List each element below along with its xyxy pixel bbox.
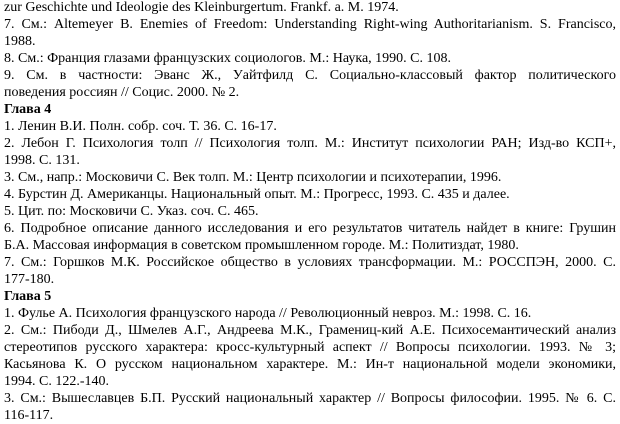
text-line: 4. Бурстин Д. Американцы. Национальный опыт. М.: Прогресс, 1993. С. 435 и далее. [4, 187, 510, 202]
text-line: 1. Фулье А. Психология французского народа // Революционный невроз. М.: 1998. С. 16. [4, 306, 532, 321]
chapter-heading: Глава 5 [4, 289, 52, 304]
text-line: 3. См., напр.: Московичи С. Век толп. М.: Центр психологии и психотерапии, 1996. [4, 170, 502, 185]
text-line: 1998. С. 131. [4, 153, 80, 168]
text-line: 1994. С. 122.-140. [4, 374, 109, 389]
chapter-heading: Глава 4 [4, 102, 52, 117]
text-line: 1988. [4, 34, 36, 49]
text-line: 1. Ленин В.И. Полн. собр. соч. Т. 36. С. 16-17. [4, 119, 277, 134]
text-line: 116-117. [4, 408, 54, 423]
text-line: 7. См.: Altemeyer B. Enemies of Freedom: Understanding Right-wing Authoritarianism. S. Francisco, [4, 17, 616, 32]
text-line: Б.А. Массовая информация в советском промышленном городе. М.: Политиздат, 1980. [4, 238, 519, 253]
text-line: 9. См. в частности: Эванс Ж., Уайтфилд С. Социально-классовый фактор политического [4, 68, 616, 83]
text-line: 2. Лебон Г. Психология толп // Психология толп. М.: Институт психологии РАН; Изд-во КСП+, [4, 136, 616, 151]
text-line: поведения россиян // Социс. 2000. № 2. [4, 85, 240, 100]
text-line: 3. См.: Вышеславцев Б.П. Русский национальный характер // Вопросы философии. 1995. № 6. С. [4, 391, 616, 406]
text-line: 2. См.: Пибоди Д., Шмелев А.Г., Андреева М.К., Грамениц-кий А.Е. Психосемантический анализ [4, 323, 616, 338]
text-line: 177-180. [4, 272, 55, 287]
document-page [4, 0, 616, 424]
text-line: 7. См.: Горшков М.К. Российское общество в условиях трансформации. М.: РОССПЭН, 2000. С. [4, 255, 616, 270]
text-line: zur Geschichte und Ideologie des Kleinburgertum. Frankf. a. M. 1974. [4, 0, 399, 15]
text-line: 6. Подробное описание данного исследования и его результатов читатель найдет в книге: Грушин [4, 221, 616, 236]
text-line: стереотипов русского характера: кросс-культурный аспект // Вопросы психологии. 1993. № 3; [4, 340, 616, 355]
text-line: Касьянова К. О русском национальном характере. М.: Ин-т национальной модели экономики, [4, 357, 616, 372]
text-line: 5. Цит. по: Московичи С. Указ. соч. С. 465. [4, 204, 259, 219]
text-line: 8. См.: Франция глазами французских социологов. М.: Наука, 1990. С. 108. [4, 51, 452, 66]
